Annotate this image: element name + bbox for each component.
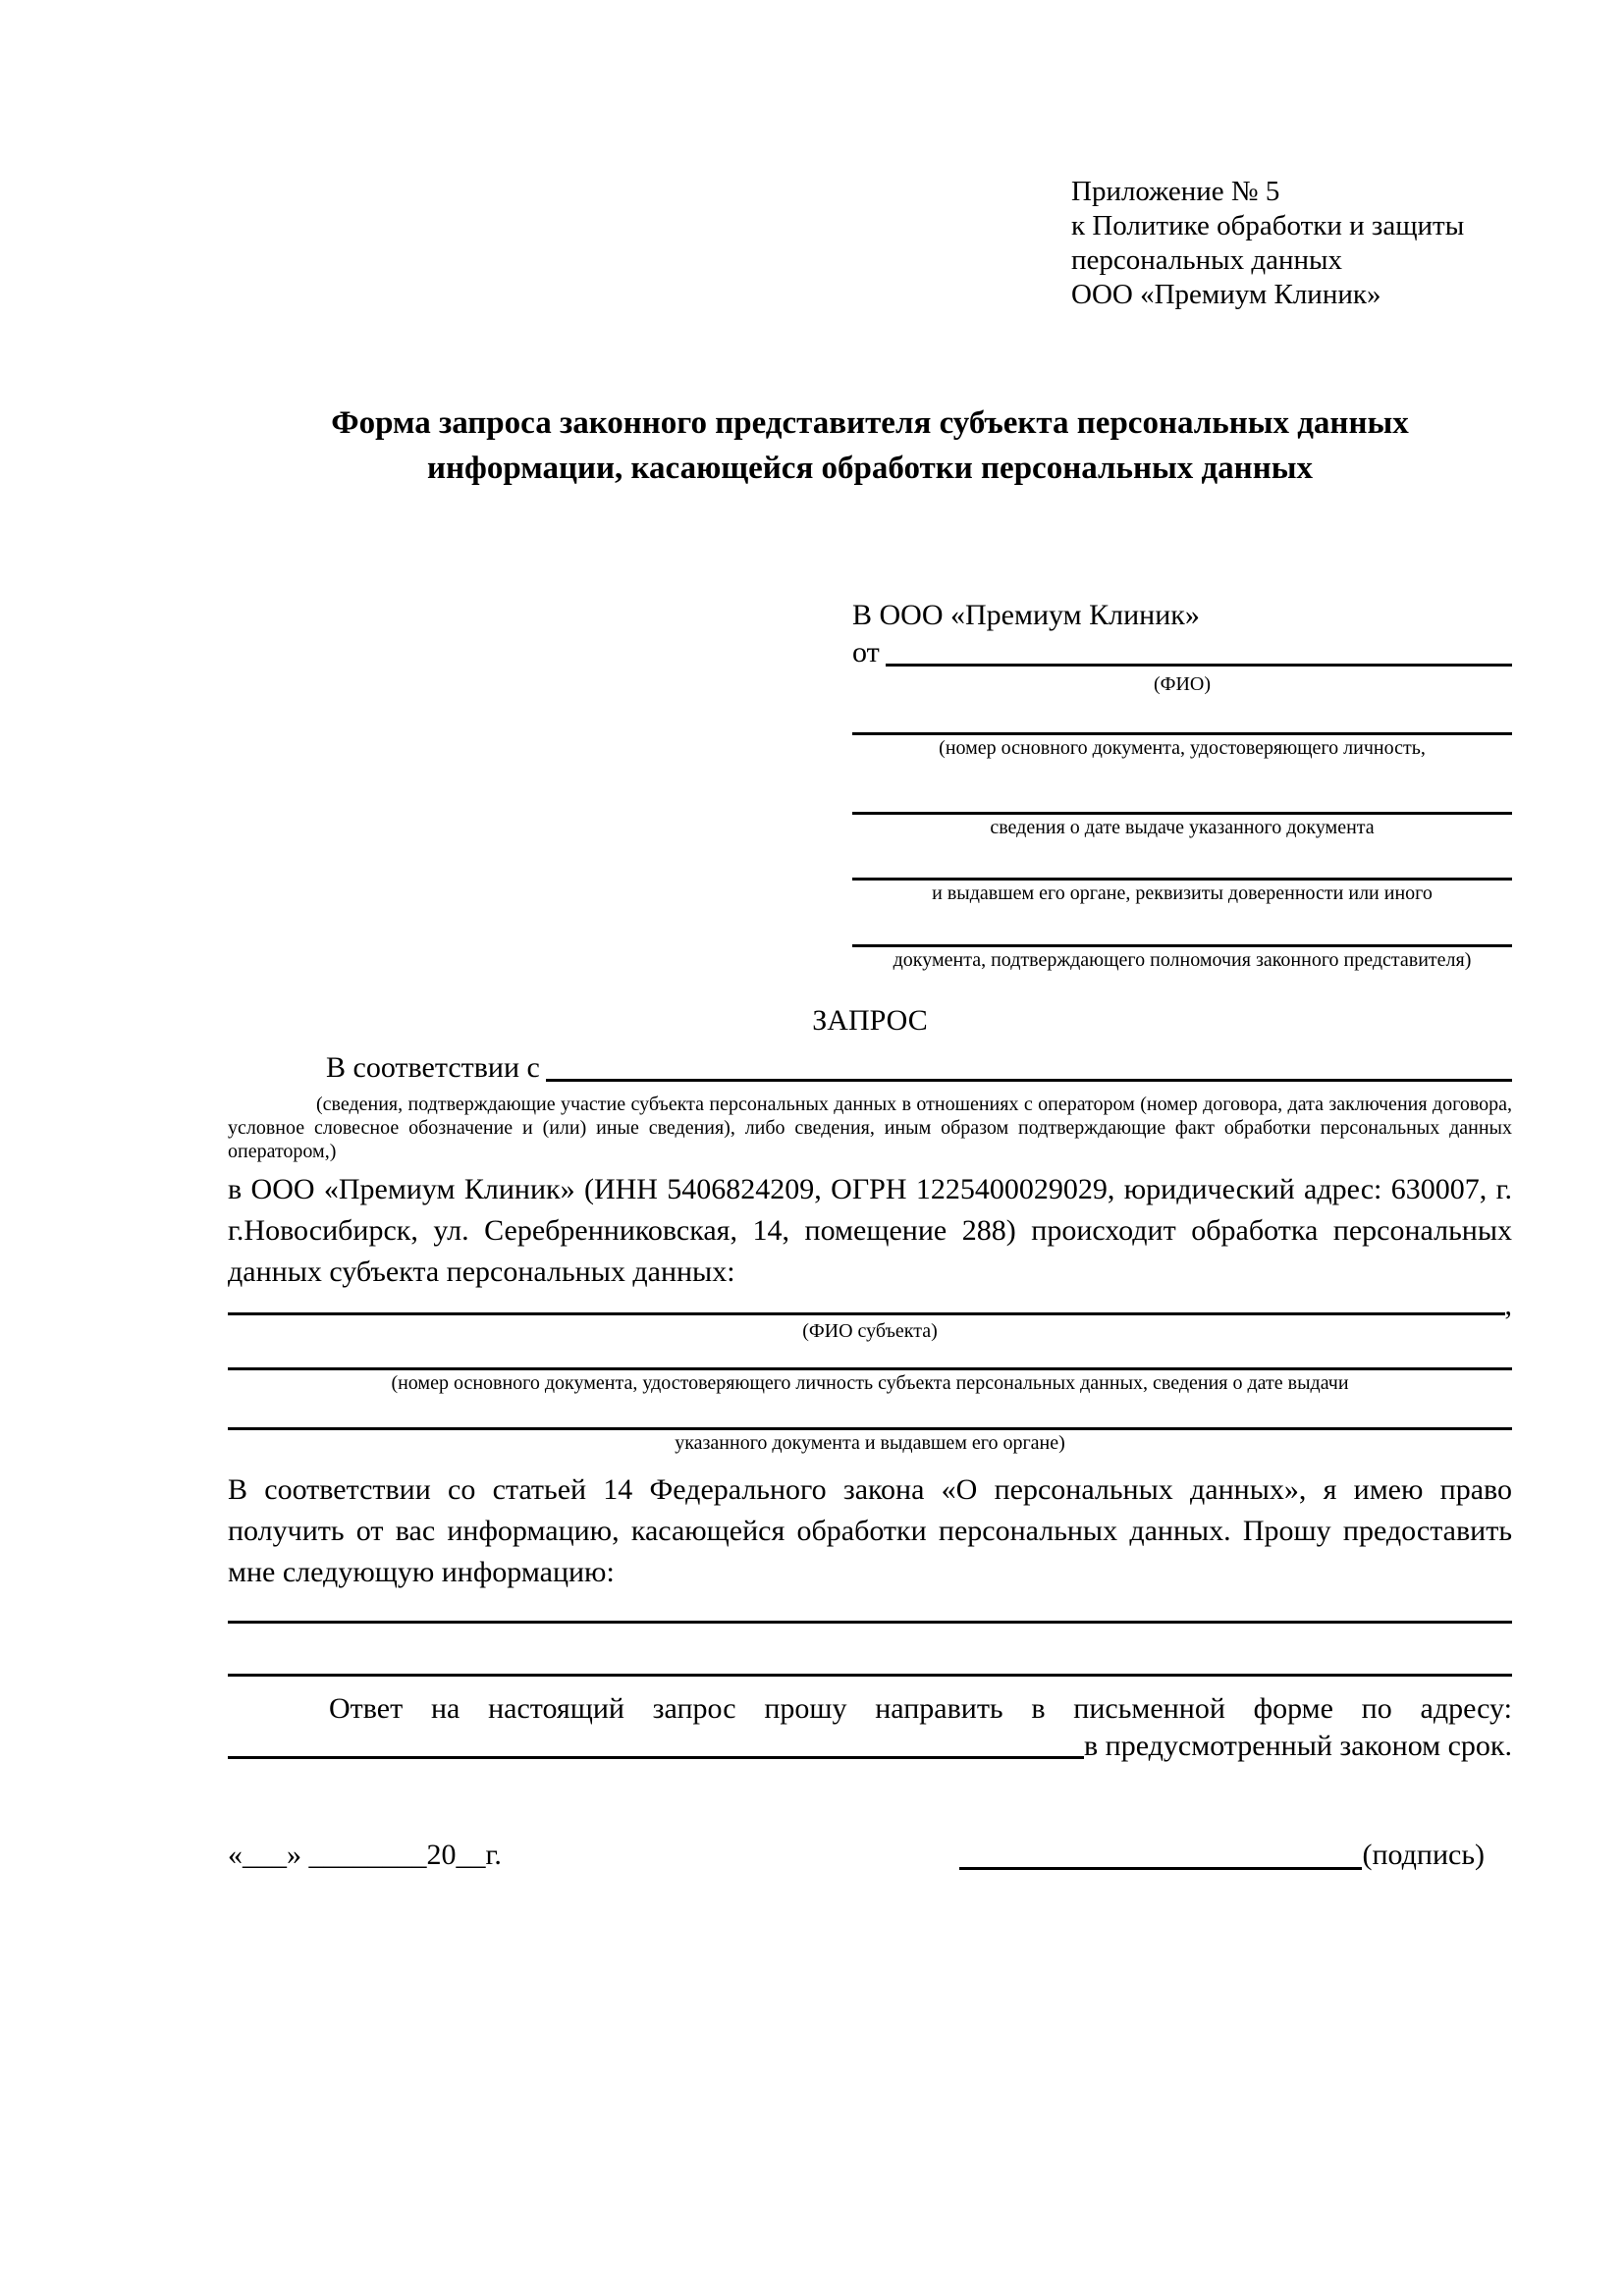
basis-blank-line [546, 1049, 1512, 1082]
representative-doc-field [852, 944, 1512, 973]
subject-fio-row [228, 1289, 1512, 1321]
subject-doc-field [228, 1427, 1512, 1456]
basis-caption: (сведения, подтверждающие участие субъекта персональных данных в отношениях с оператором (номер договора, дата заключения договора, условное словесное обозначение и (или) иные сведения), либо сведения, иным образом подтверждающие факт обработки персональных данных оператором,) [228, 1094, 1512, 1162]
signature-group [959, 1836, 1485, 1875]
representative-doc-field [852, 812, 1512, 840]
basis-label: В соответствии с [326, 1051, 540, 1084]
request-heading: ЗАПРОС [812, 1004, 928, 1037]
representative-doc-field [852, 732, 1512, 761]
information-blank-line [228, 1674, 1512, 1677]
signature-caption: (подпись) [1362, 1839, 1485, 1871]
addressee-organization: В ООО «Премиум Клиник» [852, 599, 1200, 631]
reply-paragraph: Ответ на настоящий запрос прошу направить в письменной форме по адресу: [329, 1692, 1512, 1725]
document-title [228, 400, 1512, 491]
date-line: «___» ________20__г. [228, 1839, 502, 1871]
fio-caption: (ФИО) [1153, 673, 1211, 695]
annex-line: ООО «Премиум Клиник» [1071, 279, 1381, 310]
subject-doc-field [228, 1367, 1512, 1396]
field-caption: и выдавшем его органе, реквизиты доверенности или иного [932, 882, 1433, 904]
operator-paragraph: в ООО «Премиум Клиник» (ИНН 5406824209, ОГРН 1225400029029, юридический адрес: 630007, г. г.Новосибирск, ул. Серебренниковская, 14, помещение 288) происходит обработка персональных данных субъекта персональных данных: [228, 1173, 1512, 1288]
representative-doc-field [852, 878, 1512, 906]
from-label: от [852, 636, 880, 668]
field-caption: сведения о дате выдаче указанного документа [990, 817, 1375, 838]
field-caption: (номер основного документа, удостоверяющего личность, [939, 737, 1426, 759]
subject-fio-blank-line [228, 1312, 1505, 1315]
addressee-block [852, 597, 1512, 973]
representative-fio-blank-line [886, 634, 1512, 667]
basis-row [228, 1049, 1512, 1087]
field-caption: указанного документа и выдавшем его органе) [675, 1432, 1065, 1454]
subject-fio-comma: , [1504, 1289, 1512, 1321]
field-caption: документа, подтверждающего полномочия законного представителя) [893, 949, 1472, 971]
reply-address-blank-line [228, 1756, 1084, 1759]
reply-tail: в предусмотренный законом срок. [1084, 1730, 1512, 1762]
signature-blank-line [959, 1867, 1362, 1870]
annex-line: Приложение № 5 [1071, 176, 1280, 207]
annex-header [1071, 175, 1624, 312]
law-paragraph: В соответствии со статьей 14 Федерального закона «О персональных данных», я имею право получить от вас информацию, касающейся обработки персональных данных. Прошу предоставить мне следующую информацию: [228, 1473, 1512, 1588]
subject-fio-caption: (ФИО субъекта) [802, 1320, 938, 1342]
document-title-line: информации, касающейся обработки персональных данных [427, 451, 1313, 486]
annex-line: к Политике обработки и защиты [1071, 210, 1465, 241]
annex-line: персональных данных [1071, 244, 1343, 276]
reply-address-row [228, 1730, 1512, 1763]
footer-row [228, 1836, 1512, 1875]
document-title-line: Форма запроса законного представителя субъекта персональных данных [331, 405, 1409, 441]
from-row [852, 634, 1512, 671]
information-blank-line [228, 1621, 1512, 1624]
field-caption: (номер основного документа, удостоверяющего личность субъекта персональных данных, сведения о дате выдачи [391, 1372, 1349, 1394]
